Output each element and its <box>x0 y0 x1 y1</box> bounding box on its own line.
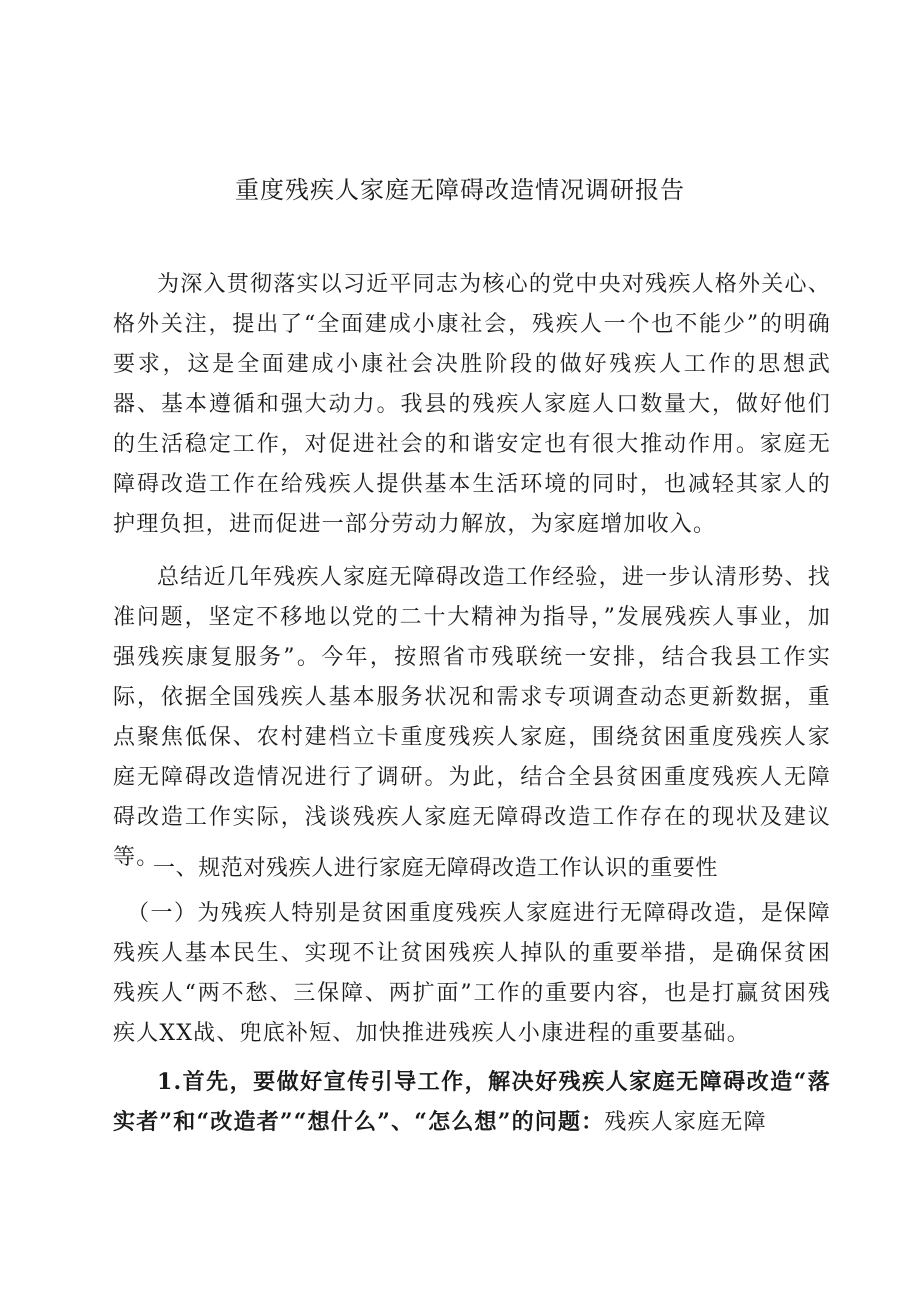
document-title: 重度残疾人家庭无障碍改造情况调研报告 <box>235 176 685 204</box>
point-lead-bold: 1.首先，要做好宣传引导工作，解决好残疾人家庭无障碍改造“落实者”和“改造者”“想什么”、“怎么想”的问题： <box>113 1069 831 1135</box>
sub-section-paragraph: （一）为残疾人特别是贫困重度残疾人家庭进行无障碍改造，是保障残疾人基本民生、实现不让贫困残疾人掉队的重要举措，是确保贫困残疾人“两不愁、三保障、两扩面”工作的重要内容，也是打赢贫困残疾人XX战、兜底补短、加快推进残疾人小康进程的重要基础。 <box>113 901 831 1046</box>
point-paragraph <box>113 1062 831 1143</box>
intro-paragraph: 为深入贯彻落实以习近平同志为核心的党中央对残疾人格外关心、格外关注，提出了“全面建成小康社会，残疾人一个也不能少”的明确要求，这是全面建成小康社会决胜阶段的做好残疾人工作的思想武器、基本遵循和强大动力。我县的残疾人家庭人口数量大，做好他们的生活稳定工作，对促进社会的和谐安定也有很大推动作用。家庭无障碍改造工作在给残疾人提供基本生活环境的同时，也减轻其家人的护理负担，进而促进一部分劳动力解放，为家庭增加收入。 <box>113 272 831 537</box>
point-text: 残疾人家庭无障 <box>604 1110 767 1135</box>
summary-paragraph: 总结近几年残疾人家庭无障碍改造工作经验，进一步认清形势、找准问题，坚定不移地以党的二十大精神为指导，”发展残疾人事业，加强残疾康复服务”。今年，按照省市残联统一安排，结合我县工作实际，依据全国残疾人基本服务状况和需求专项调查动态更新数据，重点聚焦低保、农村建档立卡重度残疾人家庭，围绕贫困重度残疾人家庭无障碍改造情况进行了调研。为此，结合全县贫困重度残疾人无障碍改造工作实际，浅谈残疾人家庭无障碍改造工作存在的现状及建议等。 <box>113 565 831 870</box>
section-heading: 一、规范对残疾人进行家庭无障碍改造工作认识的重要性 <box>153 856 719 881</box>
